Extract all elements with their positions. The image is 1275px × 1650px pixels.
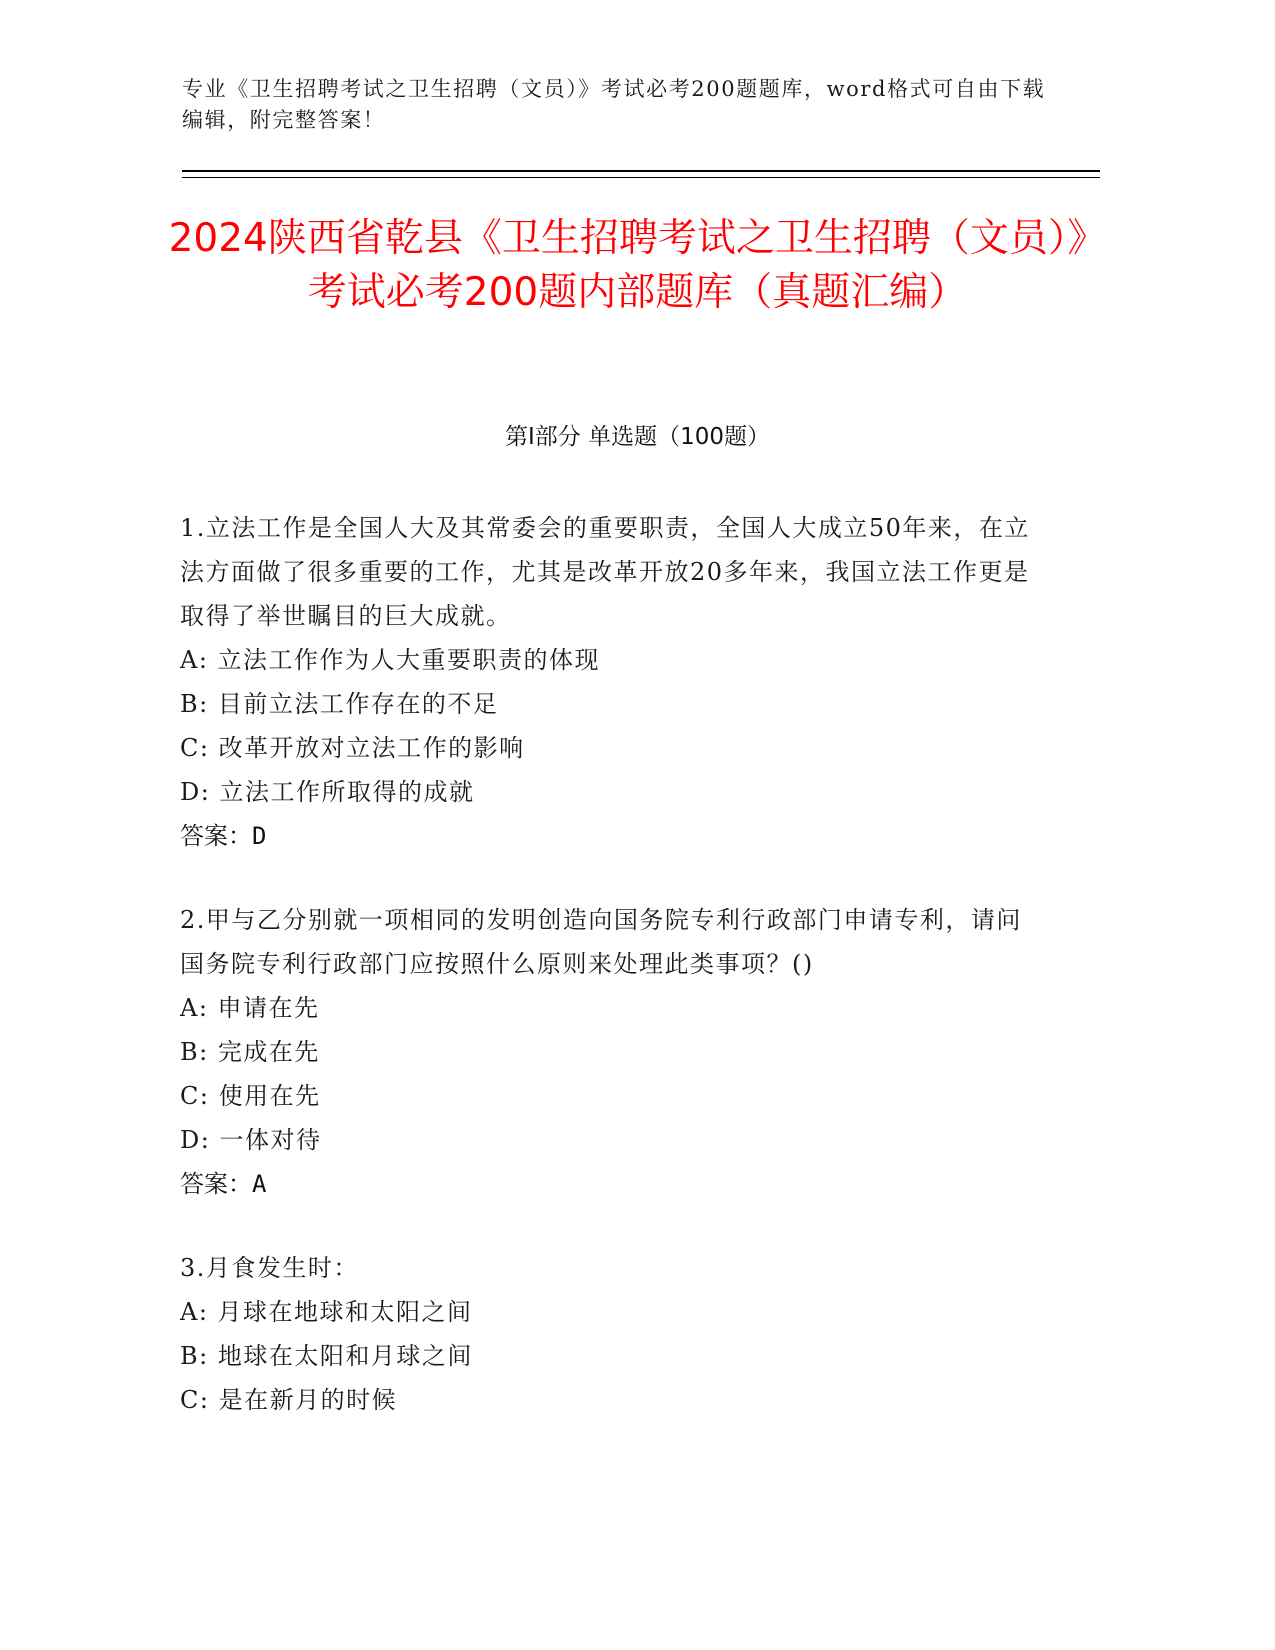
answer-label: 答案： [180, 1170, 252, 1198]
answer-line [180, 1162, 1040, 1206]
option-d: D: 一体对待 [180, 1126, 322, 1154]
answer-line [180, 814, 1040, 858]
header-note: 专业《卫生招聘考试之卫生招聘（文员）》考试必考200题题库，word格式可自由下载编辑，附完整答案！ [182, 77, 1046, 132]
document-title: 2024陕西省乾县《卫生招聘考试之卫生招聘（文员）》考试必考200题内部题库（真题汇编） [168, 216, 1107, 315]
question-2 [180, 898, 1040, 1206]
option-c: C: 改革开放对立法工作的影响 [180, 734, 525, 762]
header-divider-thin [182, 177, 1100, 178]
option-a: A: 月球在地球和太阳之间 [180, 1298, 473, 1326]
question-stem: 3.月食发生时： [180, 1254, 359, 1282]
answer-value: A [252, 1170, 267, 1198]
option-d: D: 立法工作所取得的成就 [180, 778, 475, 806]
option-b: B: 目前立法工作存在的不足 [180, 690, 499, 718]
section-heading: 第Ⅰ部分 单选题（100题） [505, 424, 770, 450]
option-b: B: 完成在先 [180, 1038, 320, 1066]
header-divider-thick [182, 170, 1100, 172]
question-stem: 2.甲与乙分别就一项相同的发明创造向国务院专利行政部门申请专利，请问国务院专利行政部门应按照什么原则来处理此类事项？() [180, 906, 1022, 978]
question-1 [180, 506, 1040, 858]
option-a: A: 立法工作作为人大重要职责的体现 [180, 646, 601, 674]
answer-label: 答案： [180, 822, 252, 850]
option-a: A: 申请在先 [180, 994, 320, 1022]
option-b: B: 地球在太阳和月球之间 [180, 1342, 473, 1370]
option-c: C: 使用在先 [180, 1082, 321, 1110]
question-stem: 1.立法工作是全国人大及其常委会的重要职责，全国人大成立50年来，在立法方面做了很多重要的工作，尤其是改革开放20多年来，我国立法工作更是取得了举世瞩目的巨大成就。 [180, 514, 1030, 630]
answer-value: D [252, 822, 267, 850]
option-c: C: 是在新月的时候 [180, 1386, 398, 1414]
question-3 [180, 1246, 1040, 1422]
question-list [180, 506, 1040, 1462]
